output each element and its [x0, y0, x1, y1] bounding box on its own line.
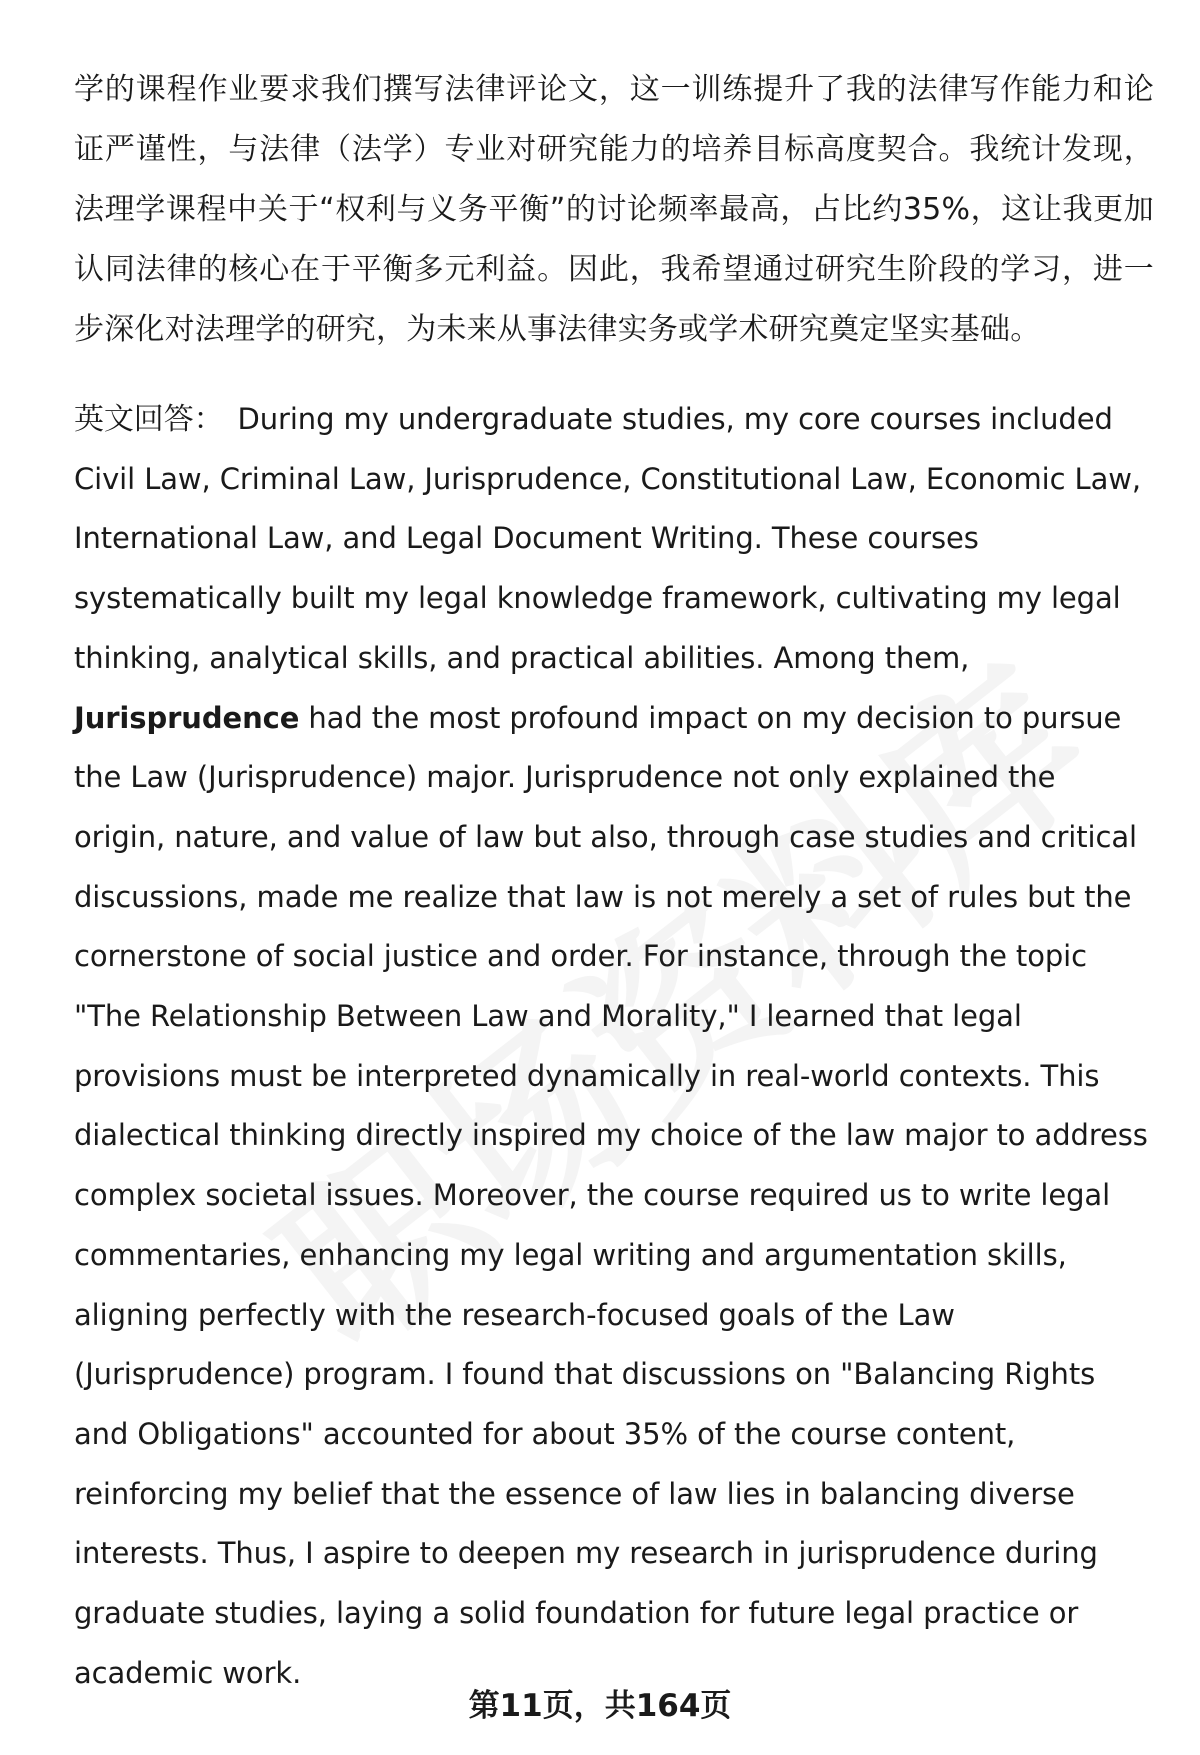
document-body [74, 60, 1154, 1703]
bold-term-jurisprudence: Jurisprudence [74, 700, 300, 735]
english-answer-text-rest: had the most profound impact on my decision to pursue the Law (Jurisprudence) major. Jurisprudence not only explained the origin, nature, and value of law but also, through case studies and critical discussions, made me realize that law is not merely a set of rules but the cornerstone of social justice and order. For instance, through the topic "The Relationship Between Law and Morality," I learned that legal provisions must be interpreted dynamically in real-world contexts. This dialectical thinking directly inspired my choice of the law major to address complex societal issues. Moreover, the course required us to write legal commentaries, enhancing my legal writing and argumentation skills, aligning perfectly with the research-focused goals of the Law (Jurisprudence) program. I found that discussions on "Balancing Rights and Obligations" accounted for about 35% of the course content, reinforcing my belief that the essence of law lies in balancing diverse interests. Thus, I aspire to deepen my research in jurisprudence during graduate studies, laying a solid foundation for future legal practice or academic work. [74, 700, 1148, 1690]
page-number-footer: 第11页，共164页 [468, 1688, 732, 1724]
english-answer-text-start: During my undergraduate studies, my core courses included Civil Law, Criminal Law, Jurisprudence, Constitutional Law, Economic Law, International Law, and Legal Document Writing. These courses systematically built my legal knowledge framework, cultivating my legal thinking, analytical skills, and practical abilities. Among them, [74, 402, 1142, 675]
english-answer-paragraph [74, 390, 1154, 1703]
english-answer-label: 英文回答： [74, 402, 224, 437]
chinese-paragraph: 学的课程作业要求我们撰写法律评论文，这一训练提升了我的法律写作能力和论证严谨性，与法律（法学）专业对研究能力的培养目标高度契合。我统计发现，法理学课程中关于“权利与义务平衡”的讨论频率最高，占比约35%，这让我更加认同法律的核心在于平衡多元利益。因此，我希望通过研究生阶段的学习，进一步深化对法理学的研究，为未来从事法律实务或学术研究奠定坚实基础。 [74, 72, 1154, 347]
